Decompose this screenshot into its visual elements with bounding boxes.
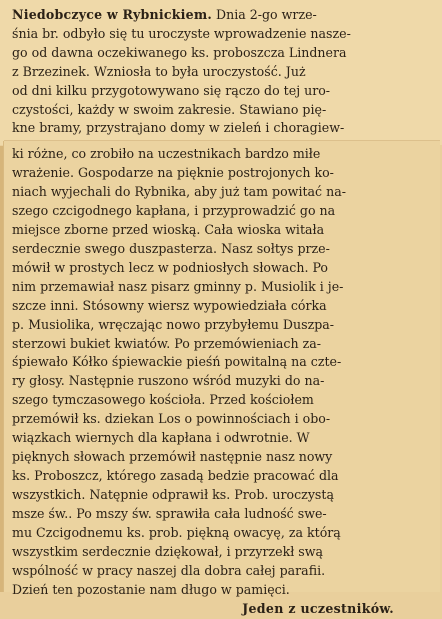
article-heading: Niedobczyce w Rybnickiem. — [12, 7, 212, 22]
article-line: od dni kilku przygotowywano się rączo do tej uro- — [12, 82, 331, 98]
article-line: pięknych słowach przemówił następnie nasz nowy — [12, 449, 333, 465]
article-line: mówił w prostych lecz w podniosłych słowach. Po — [12, 259, 329, 275]
article-line: wspólność w pracy naszej dla dobra całej parafii. — [12, 562, 326, 578]
article-line: ks. Proboszcz, którego zasadą bedzie pracować dla — [12, 468, 339, 484]
article-line: serdecznie swego duszpasterza. Nasz sołtys prze- — [12, 240, 330, 256]
article-line: wszystkich. Natępnie odprawił ks. Prob. uroczystą — [12, 487, 334, 503]
article-line: ki różne, co zrobiło na uczestnikach bardzo miłe — [12, 146, 321, 161]
article-line: kne bramy, przystrajano domy w zieleń i choragiew- — [12, 120, 345, 136]
article-line: szego tymczasowego kościoła. Przed kościołem — [12, 392, 314, 408]
article-line: go od dawna oczekiwanego ks. proboszcza Lindnera — [12, 44, 347, 60]
article-line: wrażenie. Gospodarze na pięknie postrojonych ko- — [12, 164, 334, 180]
article-line: wiązkach wiernych dla kapłana i odwrotnie. W — [12, 430, 310, 446]
article-line: śpiewało Kółko śpiewackie pieśń powitalną na czte- — [12, 354, 342, 370]
article-line: śnia br. odbyło się tu uroczyste wprowadzenie nasze- — [12, 25, 351, 41]
article-line: msze św.. Po mszy św. sprawiła cała ludność swe- — [12, 506, 327, 522]
article-line — [12, 6, 428, 25]
article-line: szcze inni. Stósowny wiersz wypowiedziała córka — [12, 297, 327, 313]
article-line: szego czcigodnego kapłana, i przyprowadzić go na — [12, 202, 336, 218]
article-line: z Brzezinek. Wzniosła to była uroczystość. Już — [12, 63, 306, 79]
article-fragment-main — [4, 141, 440, 616]
article-line: p. Musiolika, wręczając nowo przybyłemu Duszpa- — [12, 316, 335, 332]
article-line: Dzień ten pozostanie nam długo w pamięci. — [12, 581, 290, 597]
article-line: czystości, każdy w swoim zakresie. Stawiano pię- — [12, 101, 327, 117]
article-line: mu Czcigodnemu ks. prob. piękną owacyę, za którą — [12, 525, 341, 541]
article-line: wszystkim serdecznie dziękował, i przyrzekł swą — [12, 544, 324, 560]
article-fragment-top — [0, 0, 442, 145]
article-line-text: Dnia 2-go wrze- — [215, 7, 317, 22]
article-line: przemówił ks. dziekan Los o powinnościach i obo- — [12, 411, 331, 427]
article-line: ry głosy. Następnie ruszono wśród muzyki do na- — [12, 373, 325, 389]
article-line: niach wyjechali do Rybnika, aby już tam powitać na- — [12, 183, 346, 199]
article-line: nim przemawiał nasz pisarz gminny p. Musiolik i je- — [12, 278, 344, 294]
article-line: sterzowi bukiet kwiatów. Po przemówieniach za- — [12, 335, 321, 351]
article-signature: Jeden z uczestników. — [242, 600, 394, 616]
article-line: miejsce zborne przed wioską. Cała wioska witała — [12, 221, 325, 237]
